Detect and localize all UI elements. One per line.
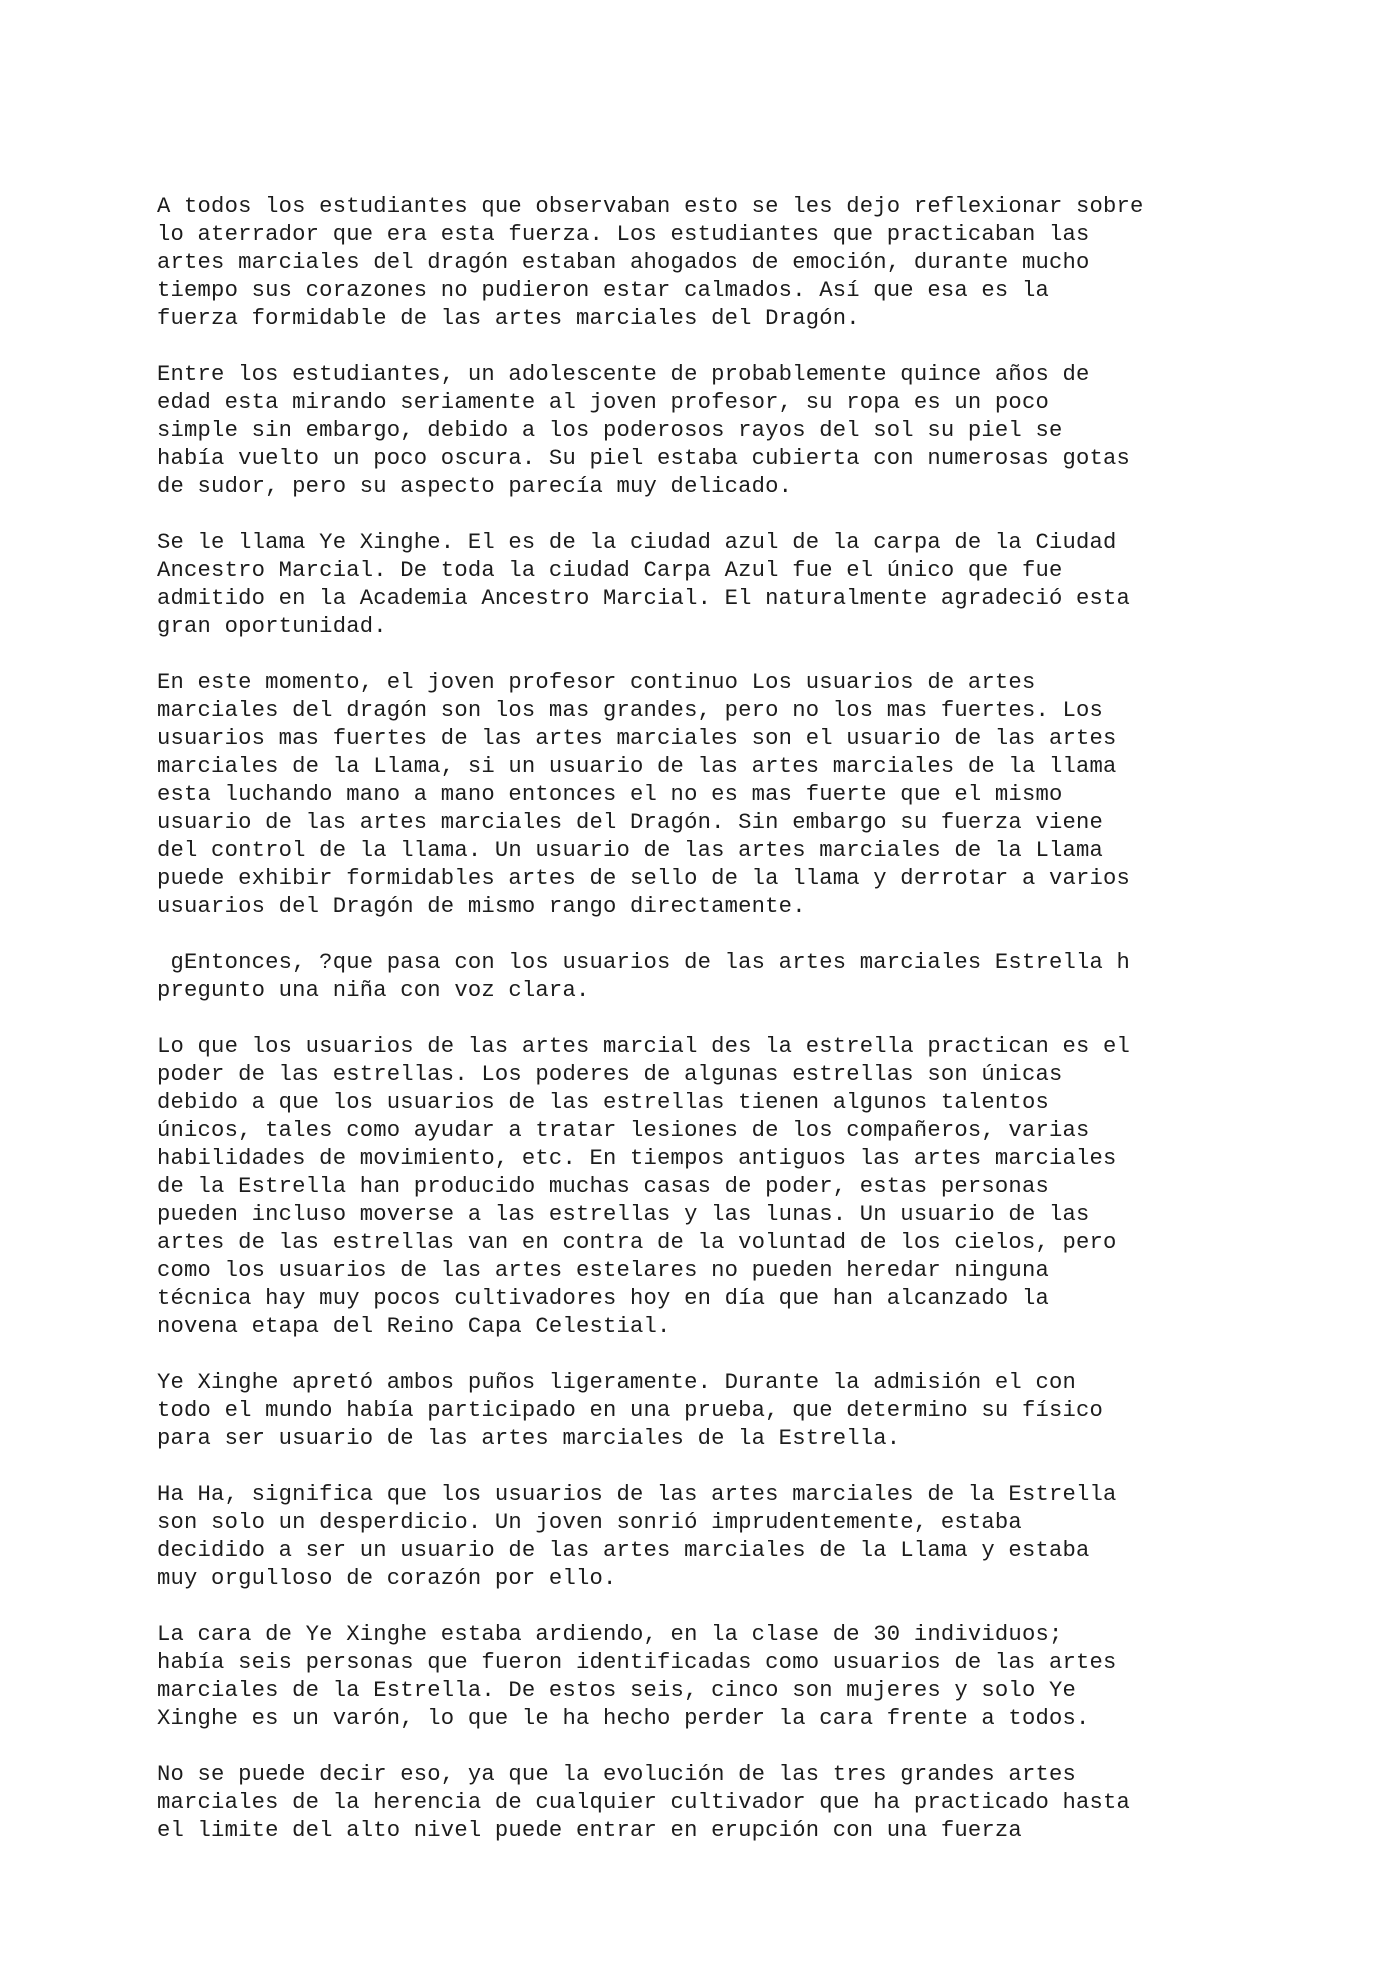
text-line: decidido a ser un usuario de las artes marciales de la Llama y estaba xyxy=(157,1538,1090,1563)
text-line: debido a que los usuarios de las estrellas tienen algunos talentos xyxy=(157,1090,1049,1115)
text-line: fuerza formidable de las artes marciales del Dragón. xyxy=(157,306,860,331)
text-line: de sudor, pero su aspecto parecía muy delicado. xyxy=(157,474,793,499)
text-line: admitido en la Academia Ancestro Marcial. El naturalmente agradeció esta xyxy=(157,586,1131,611)
paragraph xyxy=(157,1761,1297,1845)
text-line: usuario de las artes marciales del Dragón. Sin embargo su fuerza viene xyxy=(157,810,1104,835)
text-line: lo aterrador que era esta fuerza. Los estudiantes que practicaban las xyxy=(157,222,1090,247)
text-line: esta luchando mano a mano entonces el no es mas fuerte que el mismo xyxy=(157,782,1063,807)
text-line: No se puede decir eso, ya que la evolución de las tres grandes artes xyxy=(157,1762,1076,1787)
text-line: usuarios mas fuertes de las artes marciales son el usuario de las artes xyxy=(157,726,1117,751)
text-line: de la Estrella han producido muchas casas de poder, estas personas xyxy=(157,1174,1049,1199)
text-line: edad esta mirando seriamente al joven profesor, su ropa es un poco xyxy=(157,390,1049,415)
text-line: técnica hay muy pocos cultivadores hoy en día que han alcanzado la xyxy=(157,1286,1049,1311)
paragraph xyxy=(157,949,1297,1005)
text-line: Ancestro Marcial. De toda la ciudad Carpa Azul fue el único que fue xyxy=(157,558,1063,583)
paragraph xyxy=(157,193,1297,333)
text-line: En este momento, el joven profesor continuo Los usuarios de artes xyxy=(157,670,1036,695)
text-line: puede exhibir formidables artes de sello de la llama y derrotar a varios xyxy=(157,866,1131,891)
text-line: novena etapa del Reino Capa Celestial. xyxy=(157,1314,671,1339)
text-line: Lo que los usuarios de las artes marcial des la estrella practican es el xyxy=(157,1034,1131,1059)
text-line: pregunto una niña con voz clara. xyxy=(157,978,590,1003)
text-line: había seis personas que fueron identificadas como usuarios de las artes xyxy=(157,1650,1117,1675)
text-line: La cara de Ye Xinghe estaba ardiendo, en la clase de 30 individuos; xyxy=(157,1622,1063,1647)
text-line: había vuelto un poco oscura. Su piel estaba cubierta con numerosas gotas xyxy=(157,446,1131,471)
text-line: artes de las estrellas van en contra de la voluntad de los cielos, pero xyxy=(157,1230,1117,1255)
text-line: el limite del alto nivel puede entrar en erupción con una fuerza xyxy=(157,1818,1022,1843)
text-line: marciales de la herencia de cualquier cultivador que ha practicado hasta xyxy=(157,1790,1131,1815)
paragraph xyxy=(157,1033,1297,1341)
text-line: tiempo sus corazones no pudieron estar calmados. Así que esa es la xyxy=(157,278,1049,303)
text-line: Ye Xinghe apretó ambos puños ligeramente. Durante la admisión el con xyxy=(157,1370,1076,1395)
text-line: marciales de la Llama, si un usuario de las artes marciales de la llama xyxy=(157,754,1117,779)
text-line: Ha Ha, significa que los usuarios de las artes marciales de la Estrella xyxy=(157,1482,1117,1507)
text-line: gran oportunidad. xyxy=(157,614,387,639)
paragraph xyxy=(157,1369,1297,1453)
text-line: artes marciales del dragón estaban ahogados de emoción, durante mucho xyxy=(157,250,1090,275)
paragraph xyxy=(157,1621,1297,1733)
text-line: simple sin embargo, debido a los poderosos rayos del sol su piel se xyxy=(157,418,1063,443)
text-line: Entre los estudiantes, un adolescente de probablemente quince años de xyxy=(157,362,1090,387)
paragraph xyxy=(157,529,1297,641)
document-body xyxy=(157,193,1297,1873)
text-line: habilidades de movimiento, etc. En tiempos antiguos las artes marciales xyxy=(157,1146,1117,1171)
paragraph xyxy=(157,361,1297,501)
text-line: muy orgulloso de corazón por ello. xyxy=(157,1566,617,1591)
text-line: Xinghe es un varón, lo que le ha hecho perder la cara frente a todos. xyxy=(157,1706,1090,1731)
paragraph xyxy=(157,1481,1297,1593)
text-line: pueden incluso moverse a las estrellas y las lunas. Un usuario de las xyxy=(157,1202,1090,1227)
text-line: poder de las estrellas. Los poderes de algunas estrellas son únicas xyxy=(157,1062,1063,1087)
text-line: marciales del dragón son los mas grandes, pero no los mas fuertes. Los xyxy=(157,698,1104,723)
text-line: Se le llama Ye Xinghe. El es de la ciudad azul de la carpa de la Ciudad xyxy=(157,530,1117,555)
text-line: únicos, tales como ayudar a tratar lesiones de los compañeros, varias xyxy=(157,1118,1090,1143)
text-line: del control de la llama. Un usuario de las artes marciales de la Llama xyxy=(157,838,1104,863)
text-line: todo el mundo había participado en una prueba, que determino su físico xyxy=(157,1398,1104,1423)
text-line: marciales de la Estrella. De estos seis, cinco son mujeres y solo Ye xyxy=(157,1678,1076,1703)
text-line: como los usuarios de las artes estelares no pueden heredar ninguna xyxy=(157,1258,1049,1283)
text-line: usuarios del Dragón de mismo rango directamente. xyxy=(157,894,806,919)
text-line: A todos los estudiantes que observaban esto se les dejo reflexionar sobre xyxy=(157,194,1144,219)
paragraph xyxy=(157,669,1297,921)
text-line: son solo un desperdicio. Un joven sonrió imprudentemente, estaba xyxy=(157,1510,1022,1535)
text-line: gEntonces, ?que pasa con los usuarios de las artes marciales Estrella h xyxy=(157,950,1131,975)
text-line: para ser usuario de las artes marciales de la Estrella. xyxy=(157,1426,901,1451)
